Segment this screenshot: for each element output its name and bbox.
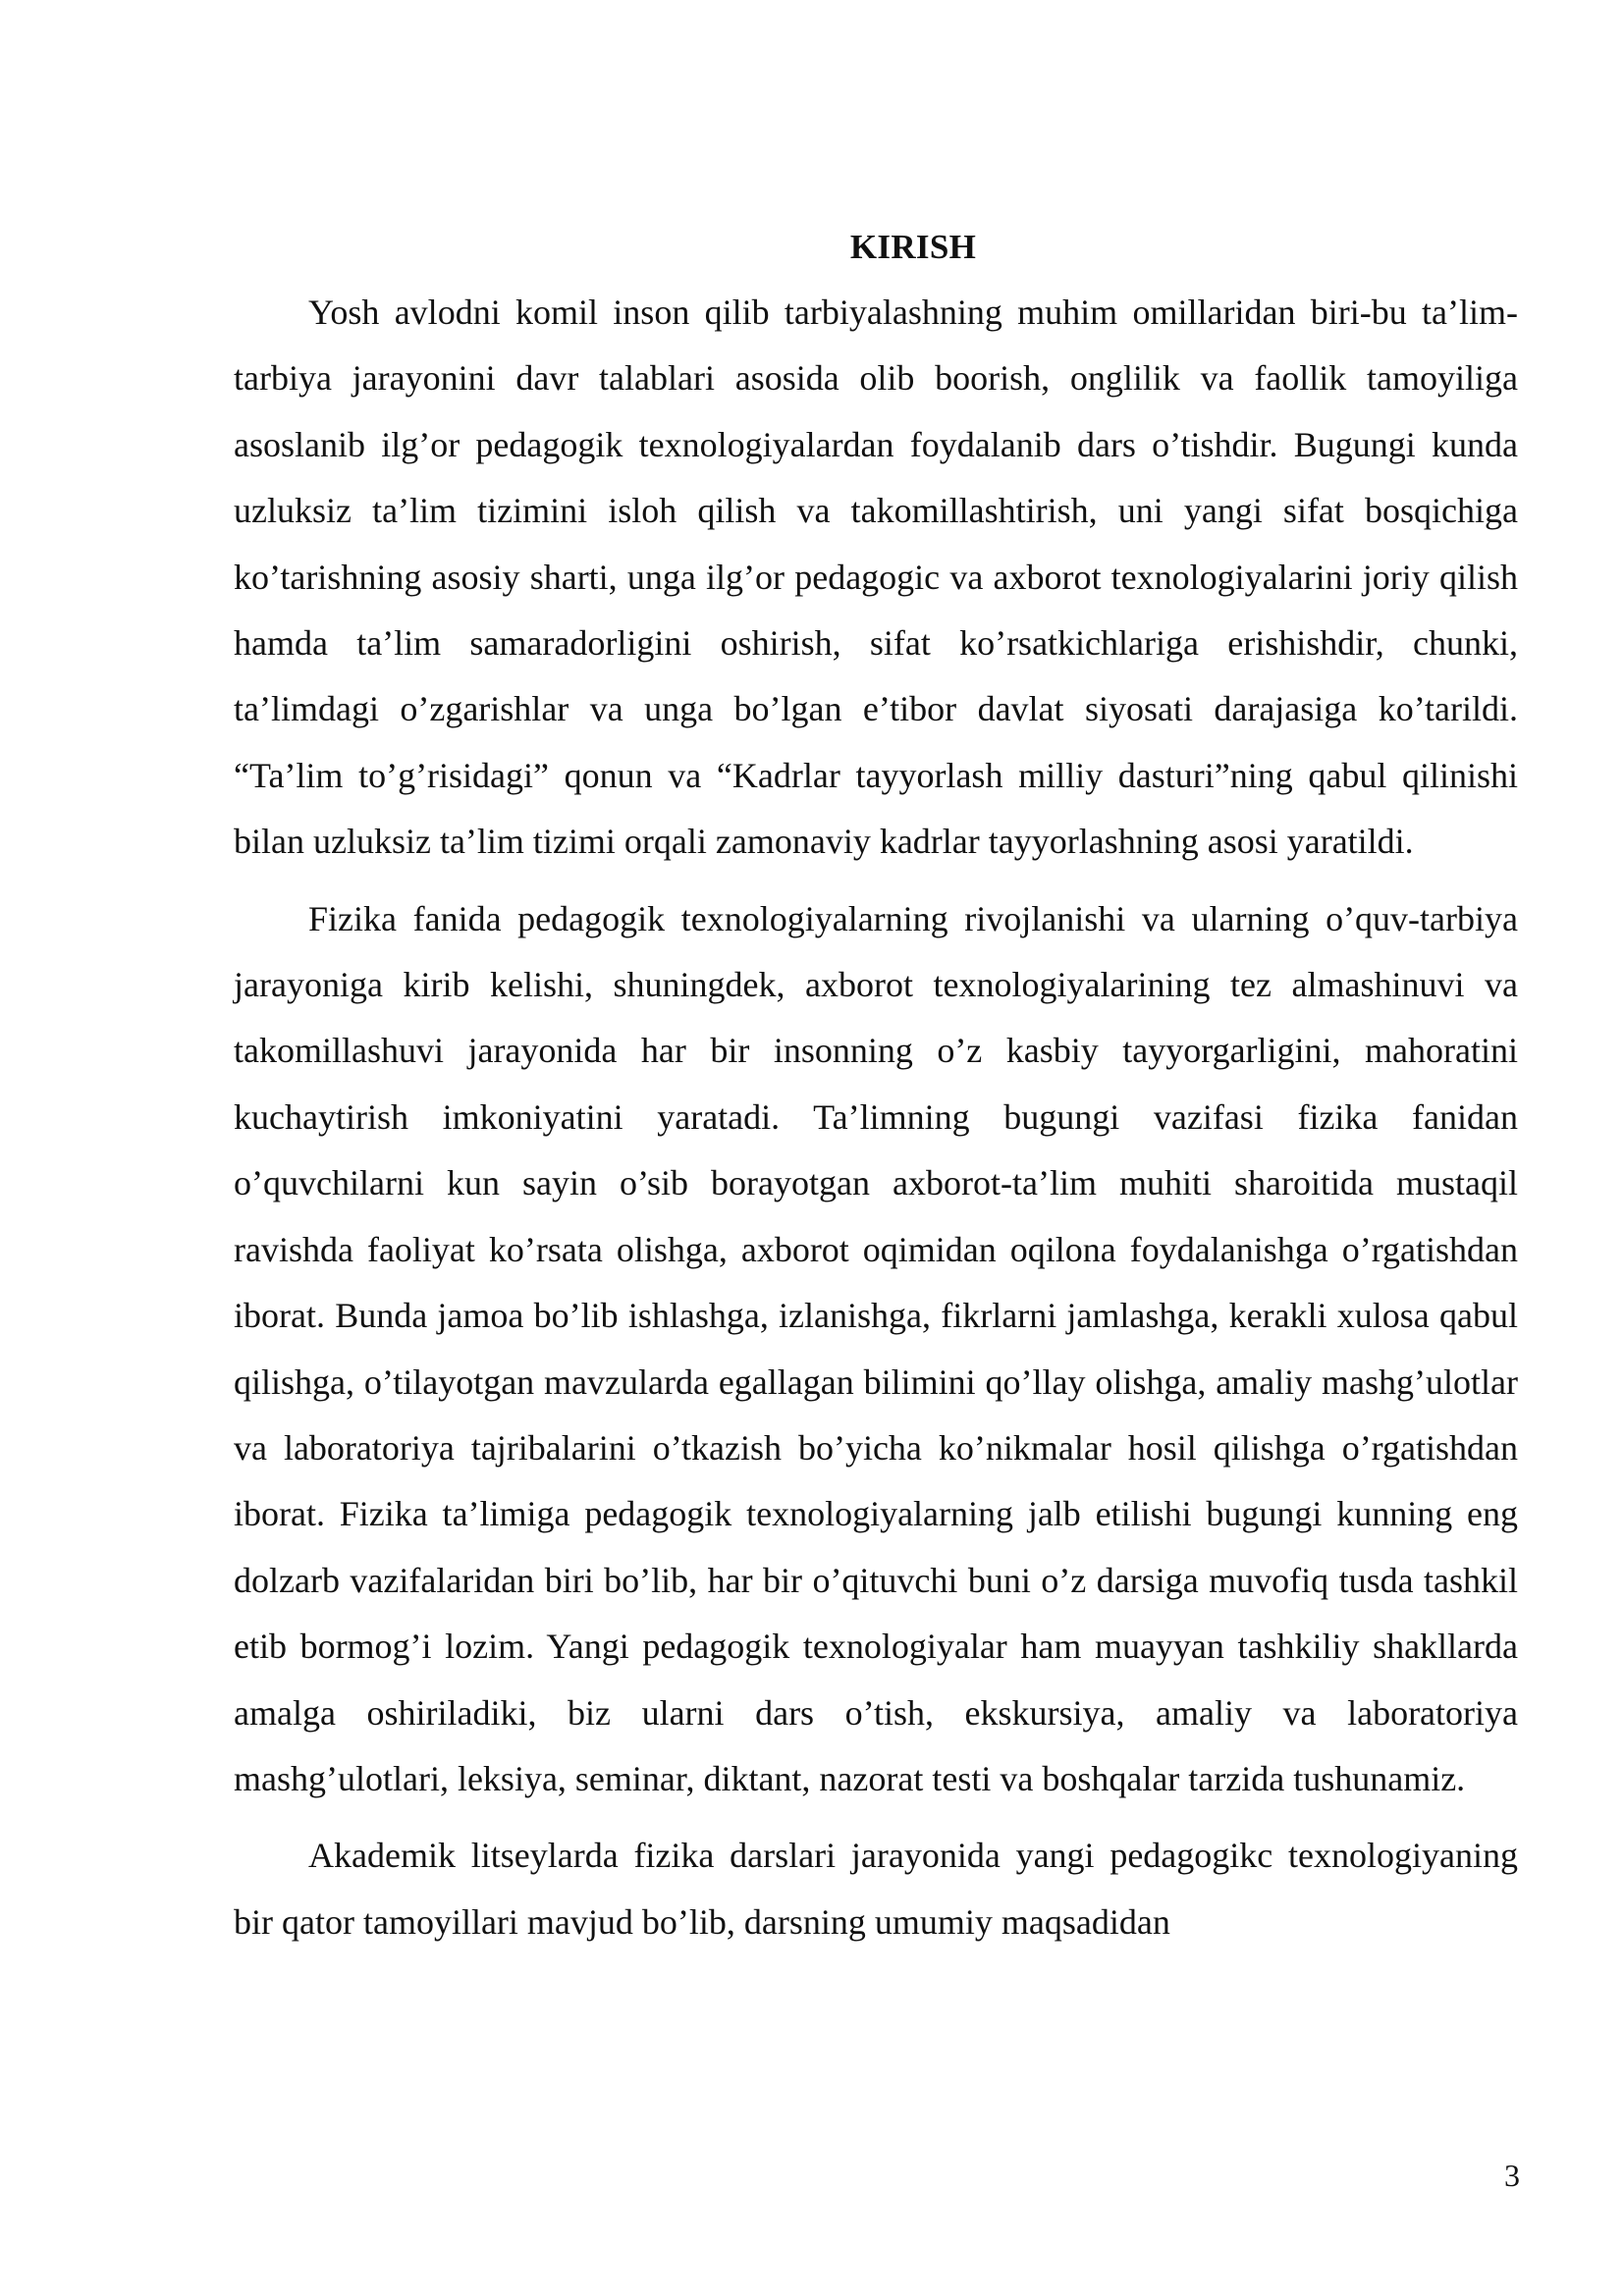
paragraph-1: Yosh avlodni komil inson qilib tarbiyalashning muhim omillaridan biri-bu ta’lim-tarbiya jarayonini davr talablari asosida olib boorish, onglilik va faollik tamoyiliga asoslanib ilg’or pedagogik texnologiyalardan foydalanib dars o’tishdir. Bugungi kunda uzluksiz ta’lim tizimini isloh qilish va takomillashtirish, uni yangi sifat bosqichiga ko’tarishning asosiy sharti, unga ilg’or pedagogic va axborot texnologiyalarini joriy qilish hamda ta’lim samaradorligini oshirish, sifat ko’rsatkichlariga erishishdir, chunki, ta’limdagi o’zgarishlar va unga bo’lgan e’tibor davlat siyosati darajasiga ko’tarildi. “Ta’lim to’g’risidagi” qonun va “Kadrlar tayyorlash milliy dasturi”ning qabul qilinishi bilan uzluksiz ta’lim tizimi orqali zamonaviy kadrlar tayyorlashning asosi yaratildi.	[234, 293, 1518, 862]
body-text	[234, 280, 1518, 1966]
paragraph-2: Fizika fanida pedagogik texnologiyalarning rivojlanishi va ularning o’quv-tarbiya jarayoniga kirib kelishi, shuningdek, axborot texnologiyalarining tez almashinuvi va takomillashuvi jarayonida har bir insonning o’z kasbiy tayyorgarligini, mahoratini kuchaytirish imkoniyatini yaratadi. Ta’limning bugungi vazifasi fizika fanidan o’quvchilarni kun sayin o’sib borayotgan axborot-ta’lim muhiti sharoitida mustaqil ravishda faoliyat ko’rsata olishga, axborot oqimidan oqilona foydalanishga o’rgatishdan iborat. Bunda jamoa bo’lib ishlashga, izlanishga, fikrlarni jamlashga, kerakli xulosa qabul qilishga, o’tilayotgan mavzularda egallagan bilimini qo’llay olishga, amaliy mashg’ulotlar va laboratoriya tajribalarini o’tkazish bo’yicha ko’nikmalar hosil qilishga o’rgatishdan iborat. Fizika ta’limiga pedagogik texnologiyalarning jalb etilishi bugungi kunning eng dolzarb vazifalaridan biri bo’lib, har bir o’qituvchi buni o’z darsiga muvofiq tusda tashkil etib bormog’i lozim. Yangi pedagogik texnologiyalar ham muayyan tashkiliy shakllarda amalga oshiriladiki, biz ularni dars o’tish, ekskursiya, amaliy va laboratoriya mashg’ulotlari, leksiya, seminar, diktant, nazorat testi va boshqalar tarzida tushunamiz.	[234, 898, 1518, 1798]
paragraph-3: Akademik litseylarda fizika darslari jarayonida yangi pedagogikc texnologiyaning bir qator tamoyillari mavjud bo’lib, darsning umumiy maqsadidan	[234, 1836, 1518, 1942]
page-number: 3	[1504, 2158, 1520, 2193]
page-title: KIRISH	[849, 228, 977, 266]
